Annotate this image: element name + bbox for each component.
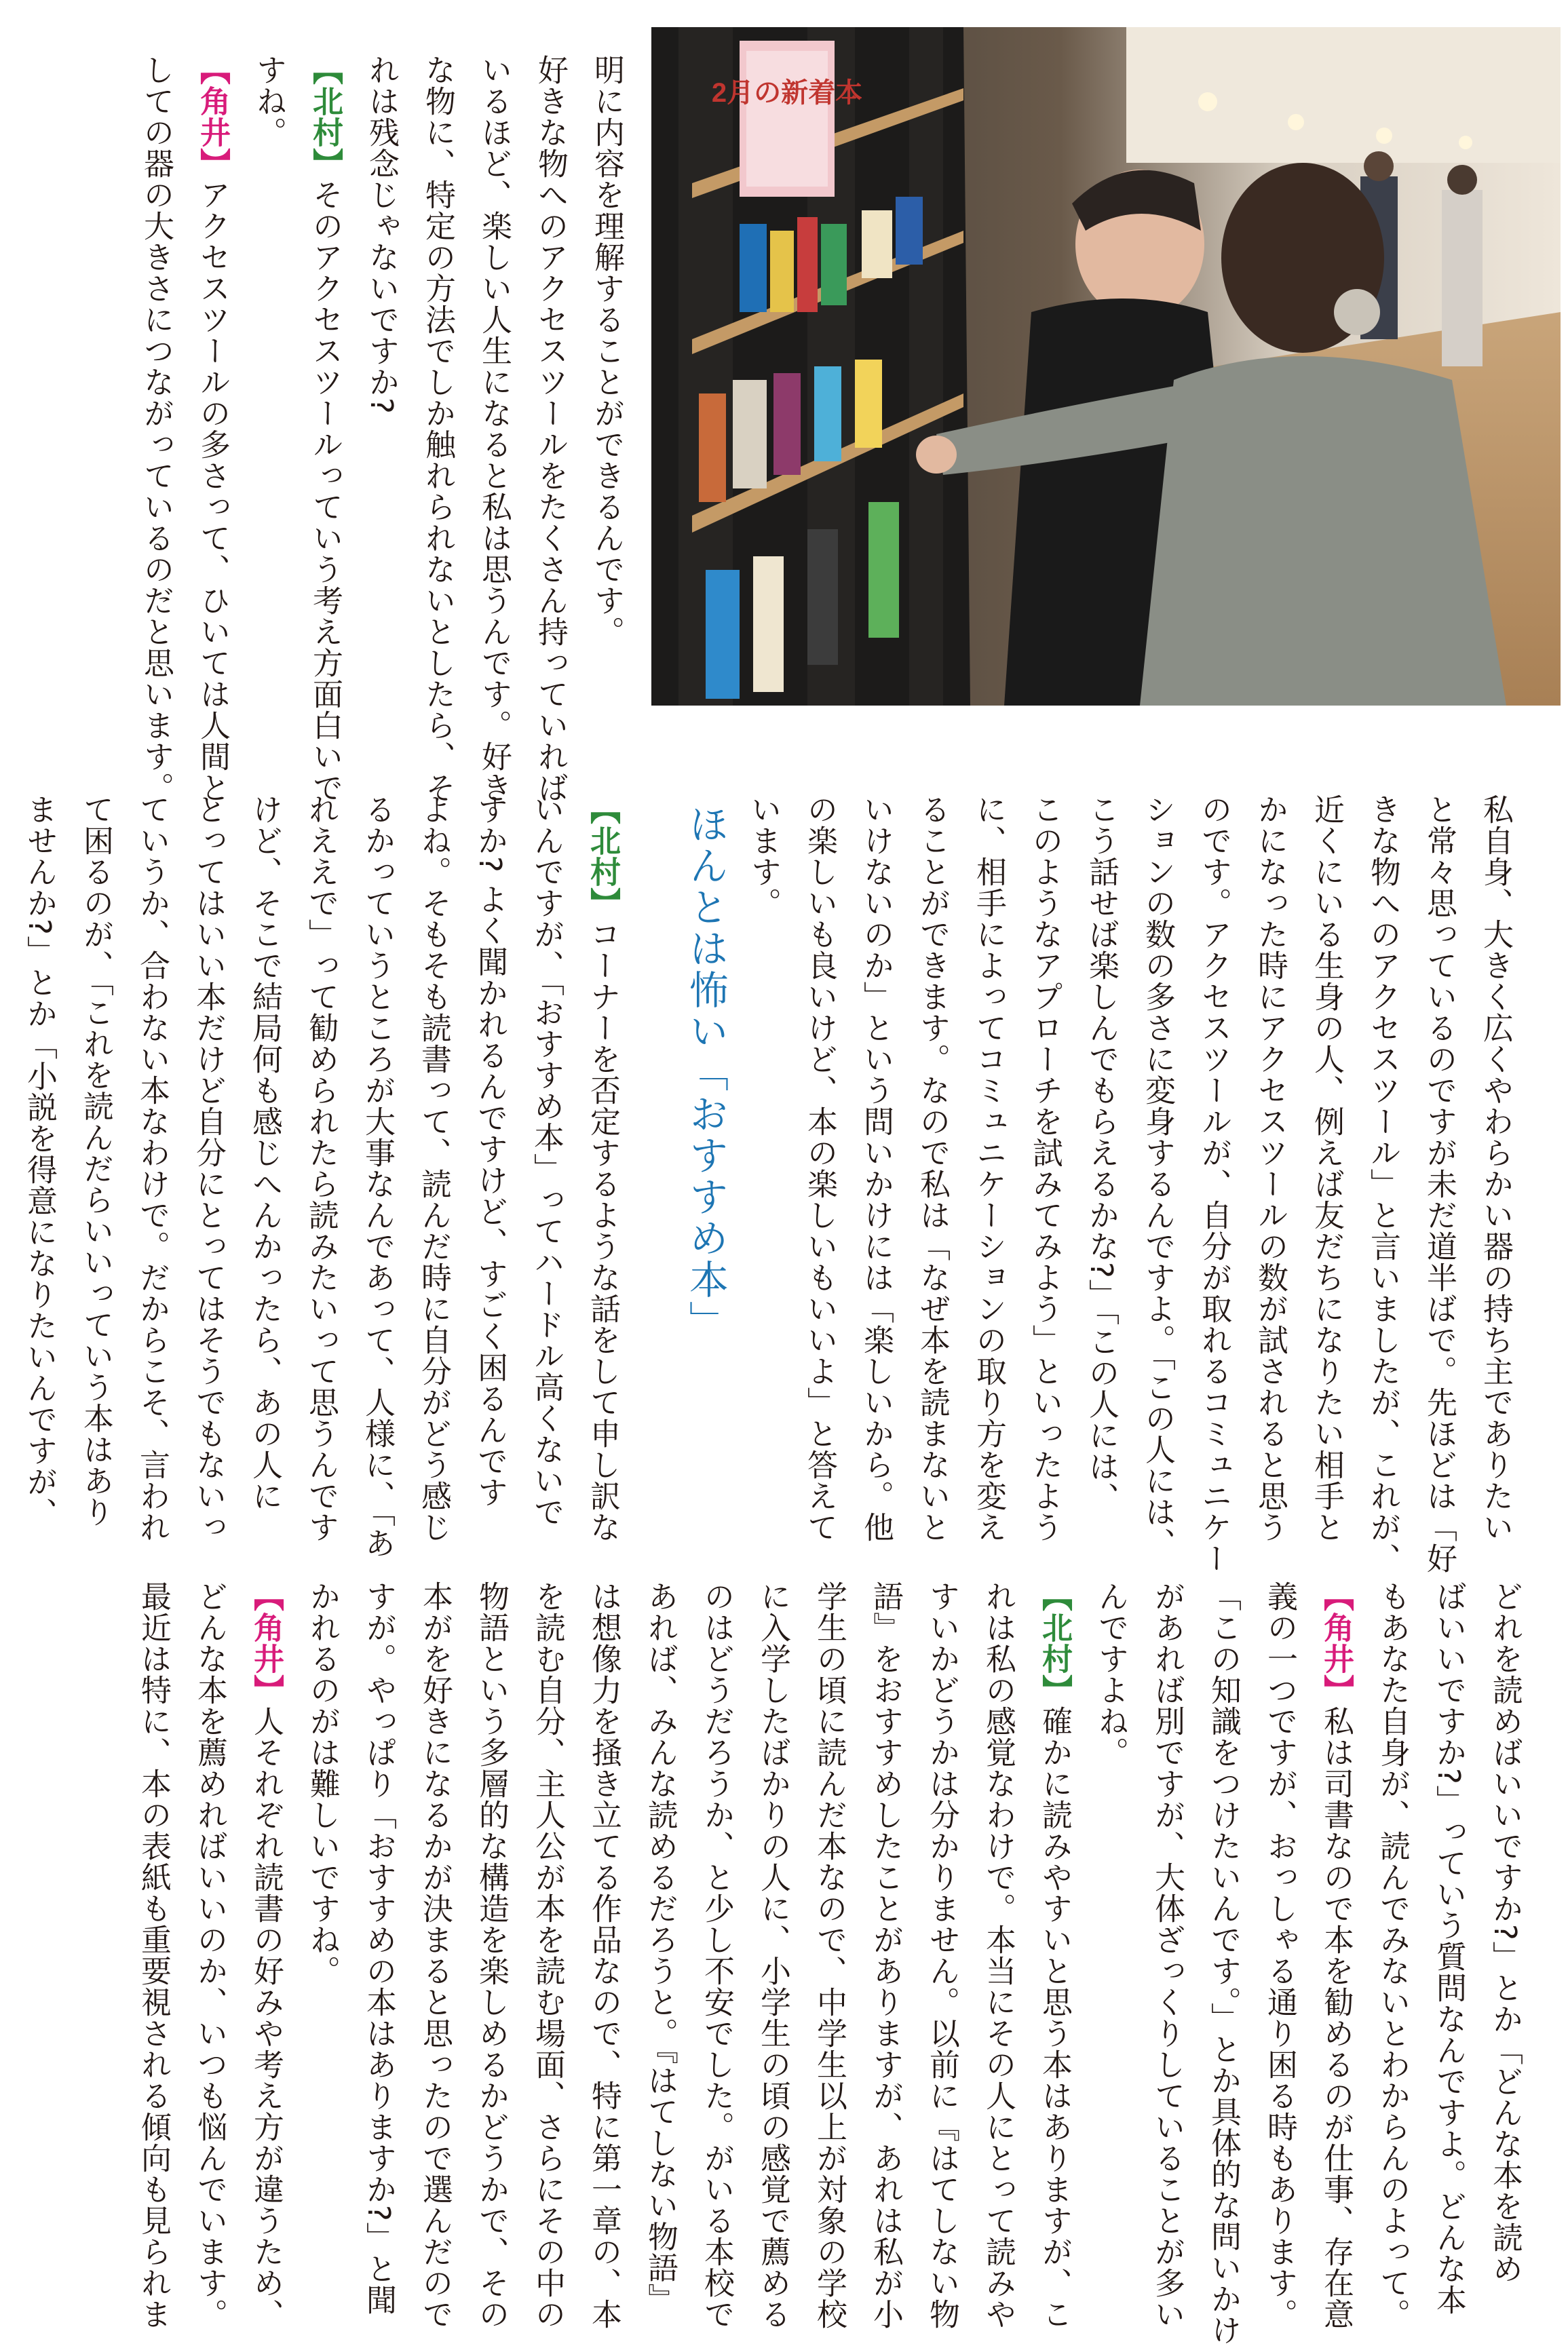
text-line: 最近は特に、本の表紙も重要視される傾向も見られま bbox=[136, 1581, 172, 2330]
text-line: 私は司書なので本を勧めるのが仕事、存在意 bbox=[1318, 1706, 1354, 2330]
middle-text-block-b bbox=[22, 794, 631, 1559]
text-line: すが。やっぱり「おすすめの本はありますか?」と聞 bbox=[361, 1581, 397, 2315]
text-line: ションの数の多さに変身するんですよ。「この人には、 bbox=[1140, 794, 1176, 1559]
text-line: すか? よく聞かれるんですけど、すごく困るんです bbox=[472, 794, 508, 1508]
text-line: 物語という多層的な構造を楽しめるかどうかで、その bbox=[474, 1581, 510, 2330]
text-line: けど、そこで結局何も感じへんかったら、あの人に bbox=[247, 794, 283, 1512]
text-line: 学生の頃に読んだ本なので、中学生以上が対象の学校 bbox=[811, 1581, 847, 2330]
text-line: のはどうだろうか、と少し不安でした。がいる本校で bbox=[699, 1581, 735, 2330]
text-line: れは残念じゃないですか? bbox=[364, 54, 400, 415]
text-line: 近くにいる生身の人、例えば友だちになりたい相手と bbox=[1309, 794, 1345, 1543]
text-line: があれば別ですが、大体ざっくりしていることが多い bbox=[1149, 1581, 1185, 2330]
text-line: 本がを好きになるかが決まると思ったので選んだので bbox=[417, 1581, 453, 2330]
text-line: アクセスツールの多さって、ひいては人間と bbox=[195, 179, 231, 803]
text-line: 「この知識をつけたいんです。」とか具体的な問いかけ bbox=[1206, 1581, 1242, 2346]
text-line: かになった時にアクセスツールの数が試されると思う bbox=[1253, 794, 1288, 1543]
text-line: て困るのが、「これを読んだらいいっていう本はあり bbox=[78, 794, 114, 1528]
text-line: るかっていうところが大事なんであって、人様に、「あ bbox=[360, 794, 396, 1559]
text-line: よね。そもそも読書って、読んだ時に自分がどう感じ bbox=[416, 794, 452, 1543]
text-line: と常々思っているのですが未だ道半ばで。先ほどは「好 bbox=[1421, 794, 1457, 1574]
bookshelf-photo bbox=[651, 27, 1561, 706]
speaker-kitamura: 【北村】 bbox=[1037, 1581, 1073, 1706]
text-line: どんな本を薦めればいいのか、いつも悩んでいます。 bbox=[192, 1581, 228, 2330]
photo-sign-text: 2月の新着本 bbox=[711, 78, 863, 108]
text-line: な物に、特定の方法でしか触れられないとしたら、そ bbox=[420, 54, 456, 803]
speaker-kitamura: 【北村】 bbox=[585, 794, 621, 919]
bottom-text-block bbox=[34, 1581, 1533, 2346]
text-line: 義の一つですが、おっしゃる通り困る時もあります。 bbox=[1262, 1581, 1298, 2330]
section-heading: ほんとは怖い「おすすめ本」 bbox=[683, 804, 729, 1342]
text-line: こう話せば楽しんでもらえるかな?」「この人には、 bbox=[1084, 794, 1120, 1514]
text-line: しての器の大きさにつながっているのだと思います。 bbox=[138, 54, 174, 803]
text-line: すね。 bbox=[251, 54, 287, 148]
text-line: んですよね。 bbox=[1093, 1581, 1129, 1768]
text-line: を読む自分、主人公が本を読む場面、さらにその中の bbox=[530, 1581, 566, 2330]
text-line: れええで」って勧められたら読みたいって思うんです bbox=[303, 794, 339, 1543]
text-line: コーナーを否定するような話をして申し訳な bbox=[585, 919, 621, 1543]
text-line: どれを読めばいいですか?」とか「どんな本を読め bbox=[1487, 1581, 1523, 2284]
text-line: ばいいですか?」っていう質問なんですよ。どんな本 bbox=[1431, 1581, 1467, 2315]
speaker-kadoi: 【角井】 bbox=[1318, 1581, 1354, 1706]
top-left-text-block bbox=[21, 54, 635, 803]
text-line: います。 bbox=[746, 794, 782, 919]
text-line: ていうか、合わない本なわけで。だからこそ、言われ bbox=[134, 794, 170, 1543]
text-line: すいかどうかは分かりません。以前に『はてしない物 bbox=[924, 1581, 960, 2330]
text-line: に入学したばかりの人に、小学生の頃の感覚で薦める bbox=[755, 1581, 791, 2330]
text-line: 人それぞれ読書の好みや考え方が違うため、 bbox=[248, 1706, 284, 2330]
speaker-kadoi: 【角井】 bbox=[195, 54, 231, 179]
text-line: このようなアプローチを試みてみよう」といったよう bbox=[1027, 794, 1063, 1543]
text-line: 確かに読みやすいと思う本はありますが、こ bbox=[1037, 1706, 1073, 2330]
middle-text-block-a bbox=[746, 794, 1524, 1574]
text-line: いるほど、楽しい人生になると私は思うんです。好き bbox=[476, 54, 512, 803]
text-line: れは私の感覚なわけで。本当にその人にとって読みや bbox=[980, 1581, 1016, 2330]
text-line: の楽しいも良いけど、本の楽しいもいいよ」と答えて bbox=[802, 794, 838, 1543]
text-line: ることができます。なので私は「なぜ本を読まないと bbox=[915, 794, 951, 1543]
text-line: そのアクセスツールっていう考え方面白いで bbox=[307, 179, 343, 803]
text-line: もあなた自身が、読んでみないとわからんのよって。 bbox=[1375, 1581, 1411, 2330]
text-line: あれば、みんな読めるだろうと。『はてしない物語』 bbox=[643, 1581, 678, 2315]
text-line: 語』をおすすめしたことがありますが、あれは私が小 bbox=[868, 1581, 904, 2330]
text-line: は想像力を掻き立てる作品なので、特に第一章の、本 bbox=[586, 1581, 622, 2330]
text-line: かれるのがは難しいですね。 bbox=[305, 1581, 341, 1986]
text-line: とってはいい本だけど自分にとってはそうでもないっ bbox=[191, 794, 227, 1543]
text-line: ませんか?」とか「小説を得意になりたいんですが、 bbox=[22, 794, 58, 1528]
speaker-kitamura: 【北村】 bbox=[307, 54, 343, 179]
text-line: に、相手によってコミュニケーションの取り方を変え bbox=[971, 794, 1007, 1543]
text-line: のです。アクセスツールが、自分が取れるコミュニケー bbox=[1196, 794, 1232, 1574]
text-line: 好きな物へのアクセスツールをたくさん持っていれば bbox=[533, 54, 569, 803]
text-line: きな物へのアクセスツール」と言いましたが、これが、 bbox=[1365, 794, 1401, 1574]
text-line: 明に内容を理解することができるんです。 bbox=[589, 54, 625, 647]
text-line: いけないのか」という問いかけには「楽しいから。他 bbox=[858, 794, 894, 1543]
text-line: 私自身、大きく広くやわらかい器の持ち主でありたい bbox=[1478, 794, 1514, 1543]
text-line: いんですが、「おすすめ本」ってハードル高くないで bbox=[529, 794, 565, 1528]
speaker-kadoi: 【角井】 bbox=[248, 1581, 284, 1706]
